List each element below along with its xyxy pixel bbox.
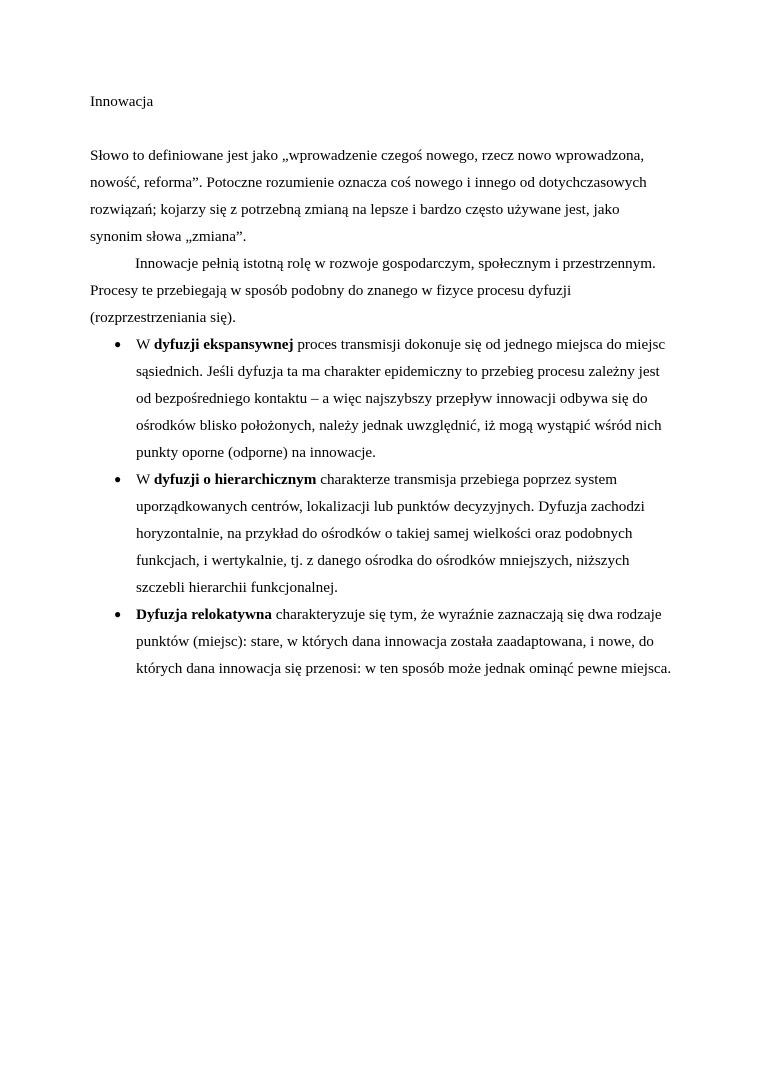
- document-page: [90, 88, 675, 682]
- document-title: Innowacja: [90, 93, 154, 110]
- diffusion-intro-paragraph: Innowacje pełnią istotną rolę w rozwoje gospodarczym, społecznym i przestrzennym. Procesy te przebiegają w sposób podobny do znanego w fizyce procesu dyfuzji (rozprzestrzeniania się).: [90, 255, 656, 326]
- list-item-relocation-diffusion: [90, 601, 675, 682]
- list-item-expansive-diffusion: [90, 331, 675, 466]
- list-item-hierarchical-diffusion: [90, 466, 675, 601]
- list-item-text: charakteryzuje się tym, że wyraźnie zaznaczają się dwa rodzaje punktów (miejsc): stare, w których dana innowacja została zaadaptowana, i nowe, do których dana innowacja się przenosi: w ten sposób może jednak ominąć pewne miejsca.: [136, 606, 672, 677]
- bullet-icon: ●: [114, 472, 122, 486]
- list-item-term: dyfuzji ekspansywnej: [153, 336, 294, 353]
- list-item-text: charakterze transmisja przebiega poprzez system uporządkowanych centrów, lokalizacji lub punktów decyzyjnych. Dyfuzja zachodzi horyzontalnie, na przykład do ośrodków o takiej samej wielkości oraz podobnych funkcjach, i wertykalnie, tj. z danego ośrodka do ośrodków mniejszych, niższych szczebli hierarchii funkcjonalnej.: [136, 471, 645, 596]
- list-item-term: Dyfuzja relokatywna: [136, 606, 272, 623]
- definition-paragraph: Słowo to definiowane jest jako „wprowadzenie czegoś nowego, rzecz nowo wprowadzona, nowość, reforma”. Potoczne rozumienie oznacza coś nowego i innego od dotychczasowych rozwiązań; kojarzy się z potrzebną zmianą na lepsze i bardzo często używane jest, jako synonim słowa „zmiana”.: [90, 147, 647, 245]
- diffusion-types-list: [90, 331, 675, 682]
- list-item-term: dyfuzji o hierarchicznym: [153, 471, 317, 488]
- bullet-icon: ●: [114, 337, 122, 351]
- list-item-prefix: W: [136, 471, 154, 488]
- bullet-icon: ●: [114, 607, 122, 621]
- list-item-prefix: W: [136, 336, 154, 353]
- list-item-text: proces transmisji dokonuje się od jednego miejsca do miejsc sąsiednich. Jeśli dyfuzja ta ma charakter epidemiczny to przebieg procesu zależny jest od bezpośredniego kontaktu – a więc najszybszy przepływ innowacji odbywa się do ośrodków blisko położonych, należy jednak uwzględnić, iż mogą wystąpić wśród nich punkty oporne (odporne) na innowacje.: [136, 336, 666, 461]
